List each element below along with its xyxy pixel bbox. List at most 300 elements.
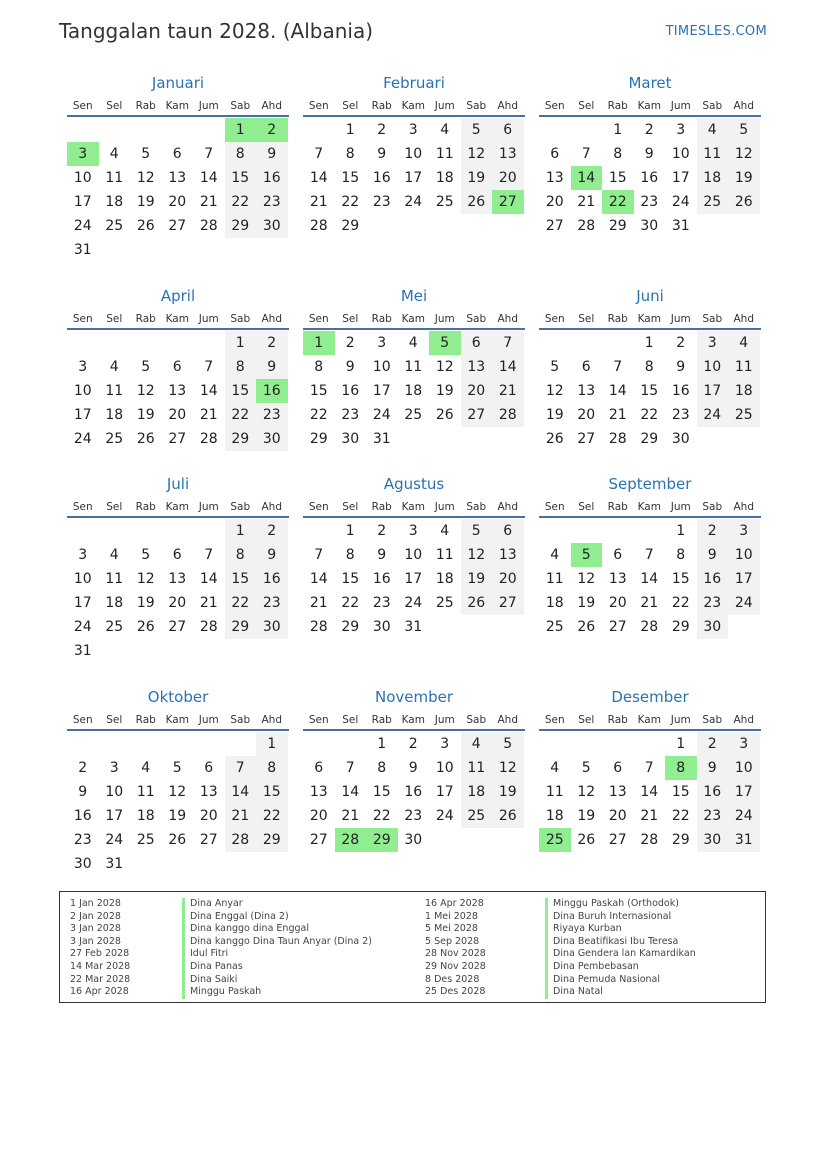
day-cell[interactable]: 24	[404, 194, 423, 210]
day-cell[interactable]: 20	[608, 808, 627, 824]
day-cell[interactable]: 13	[309, 784, 328, 800]
day-cell[interactable]: 7	[345, 760, 355, 776]
day-cell[interactable]: 17	[372, 383, 391, 399]
day-cell[interactable]: 30	[73, 856, 92, 872]
day-cell[interactable]: 29	[225, 214, 257, 238]
day-cell[interactable]: 7	[314, 547, 324, 563]
day-cell[interactable]: 14	[309, 170, 328, 186]
day-cell[interactable]: 16	[341, 383, 360, 399]
day-cell[interactable]: 8	[676, 547, 686, 563]
day-cell[interactable]: 10	[73, 170, 92, 186]
day-cell[interactable]: 6	[550, 146, 560, 162]
day-cell[interactable]: 18	[461, 780, 493, 804]
holiday-day-cell[interactable]: 5	[429, 331, 461, 355]
day-cell[interactable]: 26	[461, 591, 493, 615]
holiday-day-cell[interactable]: 27	[492, 190, 524, 214]
day-cell[interactable]: 3	[728, 732, 760, 756]
day-cell[interactable]: 17	[73, 595, 92, 611]
day-cell[interactable]: 3	[728, 519, 760, 543]
day-cell[interactable]: 1	[345, 122, 355, 138]
day-cell[interactable]: 18	[105, 194, 124, 210]
day-cell[interactable]: 14	[640, 784, 659, 800]
day-cell[interactable]: 3	[408, 122, 418, 138]
day-cell[interactable]: 20	[461, 379, 493, 403]
day-cell[interactable]: 5	[172, 760, 182, 776]
day-cell[interactable]: 19	[136, 407, 155, 423]
day-cell[interactable]: 25	[545, 619, 564, 635]
day-cell[interactable]: 16	[640, 170, 659, 186]
day-cell[interactable]: 20	[577, 407, 596, 423]
day-cell[interactable]: 11	[435, 146, 454, 162]
day-cell[interactable]: 29	[608, 218, 627, 234]
day-cell[interactable]: 13	[199, 784, 218, 800]
day-cell[interactable]: 2	[676, 335, 686, 351]
day-cell[interactable]: 23	[256, 190, 288, 214]
day-cell[interactable]: 11	[545, 571, 564, 587]
day-cell[interactable]: 21	[640, 595, 659, 611]
day-cell[interactable]: 17	[105, 808, 124, 824]
day-cell[interactable]: 27	[168, 619, 187, 635]
day-cell[interactable]: 3	[377, 335, 387, 351]
day-cell[interactable]: 20	[168, 595, 187, 611]
day-cell[interactable]: 29	[256, 828, 288, 852]
day-cell[interactable]: 25	[435, 194, 454, 210]
day-cell[interactable]: 30	[697, 828, 729, 852]
day-cell[interactable]: 24	[105, 832, 124, 848]
day-cell[interactable]: 9	[697, 756, 729, 780]
day-cell[interactable]: 19	[728, 166, 760, 190]
day-cell[interactable]: 25	[105, 619, 124, 635]
day-cell[interactable]: 19	[136, 595, 155, 611]
holiday-day-cell[interactable]: 5	[571, 543, 603, 567]
day-cell[interactable]: 27	[608, 832, 627, 848]
day-cell[interactable]: 8	[613, 146, 623, 162]
day-cell[interactable]: 8	[377, 760, 387, 776]
day-cell[interactable]: 22	[341, 194, 360, 210]
day-cell[interactable]: 1	[345, 523, 355, 539]
day-cell[interactable]: 13	[492, 543, 524, 567]
day-cell[interactable]: 24	[697, 403, 729, 427]
day-cell[interactable]: 28	[608, 431, 627, 447]
day-cell[interactable]: 2	[408, 736, 418, 752]
day-cell[interactable]: 30	[256, 615, 288, 639]
day-cell[interactable]: 16	[372, 571, 391, 587]
day-cell[interactable]: 11	[105, 170, 124, 186]
day-cell[interactable]: 26	[136, 619, 155, 635]
day-cell[interactable]: 22	[309, 407, 328, 423]
day-cell[interactable]: 4	[697, 118, 729, 142]
day-cell[interactable]: 15	[225, 379, 257, 403]
day-cell[interactable]: 17	[73, 407, 92, 423]
day-cell[interactable]: 30	[697, 615, 729, 639]
day-cell[interactable]: 7	[644, 760, 654, 776]
day-cell[interactable]: 19	[136, 194, 155, 210]
day-cell[interactable]: 2	[345, 335, 355, 351]
day-cell[interactable]: 11	[136, 784, 155, 800]
day-cell[interactable]: 12	[492, 756, 524, 780]
day-cell[interactable]: 28	[492, 403, 524, 427]
day-cell[interactable]: 4	[550, 760, 560, 776]
day-cell[interactable]: 8	[225, 355, 257, 379]
day-cell[interactable]: 27	[168, 431, 187, 447]
day-cell[interactable]: 23	[697, 804, 729, 828]
day-cell[interactable]: 5	[141, 547, 151, 563]
day-cell[interactable]: 12	[136, 383, 155, 399]
day-cell[interactable]: 28	[199, 431, 218, 447]
day-cell[interactable]: 14	[225, 780, 257, 804]
day-cell[interactable]: 29	[341, 619, 360, 635]
day-cell[interactable]: 23	[671, 407, 690, 423]
day-cell[interactable]: 15	[671, 784, 690, 800]
day-cell[interactable]: 23	[372, 194, 391, 210]
day-cell[interactable]: 8	[225, 543, 257, 567]
day-cell[interactable]: 26	[577, 832, 596, 848]
day-cell[interactable]: 31	[404, 619, 423, 635]
day-cell[interactable]: 5	[728, 118, 760, 142]
day-cell[interactable]: 9	[408, 760, 418, 776]
day-cell[interactable]: 15	[341, 170, 360, 186]
day-cell[interactable]: 26	[545, 431, 564, 447]
day-cell[interactable]: 30	[256, 214, 288, 238]
day-cell[interactable]: 10	[697, 355, 729, 379]
day-cell[interactable]: 29	[225, 427, 257, 451]
day-cell[interactable]: 26	[728, 190, 760, 214]
day-cell[interactable]: 18	[105, 595, 124, 611]
day-cell[interactable]: 27	[309, 832, 328, 848]
day-cell[interactable]: 19	[168, 808, 187, 824]
day-cell[interactable]: 30	[404, 832, 423, 848]
day-cell[interactable]: 17	[671, 170, 690, 186]
day-cell[interactable]: 2	[256, 331, 288, 355]
day-cell[interactable]: 1	[676, 736, 686, 752]
day-cell[interactable]: 18	[136, 808, 155, 824]
day-cell[interactable]: 22	[372, 808, 391, 824]
day-cell[interactable]: 3	[408, 523, 418, 539]
day-cell[interactable]: 14	[608, 383, 627, 399]
day-cell[interactable]: 17	[697, 379, 729, 403]
day-cell[interactable]: 12	[168, 784, 187, 800]
day-cell[interactable]: 29	[671, 832, 690, 848]
day-cell[interactable]: 19	[461, 567, 493, 591]
day-cell[interactable]: 14	[341, 784, 360, 800]
day-cell[interactable]: 1	[676, 523, 686, 539]
day-cell[interactable]: 1	[256, 732, 288, 756]
day-cell[interactable]: 20	[309, 808, 328, 824]
day-cell[interactable]: 3	[78, 547, 88, 563]
day-cell[interactable]: 12	[577, 571, 596, 587]
day-cell[interactable]: 10	[404, 547, 423, 563]
day-cell[interactable]: 2	[697, 519, 729, 543]
day-cell[interactable]: 23	[640, 194, 659, 210]
day-cell[interactable]: 13	[608, 571, 627, 587]
day-cell[interactable]: 26	[461, 190, 493, 214]
day-cell[interactable]: 11	[545, 784, 564, 800]
day-cell[interactable]: 24	[372, 407, 391, 423]
day-cell[interactable]: 3	[676, 122, 686, 138]
day-cell[interactable]: 31	[105, 856, 124, 872]
day-cell[interactable]: 21	[309, 595, 328, 611]
day-cell[interactable]: 28	[640, 832, 659, 848]
day-cell[interactable]: 4	[109, 359, 119, 375]
day-cell[interactable]: 16	[697, 567, 729, 591]
day-cell[interactable]: 23	[256, 591, 288, 615]
day-cell[interactable]: 28	[309, 218, 328, 234]
holiday-day-cell[interactable]: 28	[335, 828, 367, 852]
day-cell[interactable]: 17	[404, 170, 423, 186]
day-cell[interactable]: 28	[577, 218, 596, 234]
day-cell[interactable]: 15	[225, 567, 257, 591]
holiday-day-cell[interactable]: 25	[539, 828, 571, 852]
site-logo[interactable]: TIMESLES.COM	[665, 24, 767, 39]
day-cell[interactable]: 11	[728, 355, 760, 379]
day-cell[interactable]: 4	[440, 122, 450, 138]
day-cell[interactable]: 19	[435, 383, 454, 399]
day-cell[interactable]: 17	[728, 567, 760, 591]
day-cell[interactable]: 5	[461, 519, 493, 543]
day-cell[interactable]: 8	[644, 359, 654, 375]
day-cell[interactable]: 22	[256, 804, 288, 828]
day-cell[interactable]: 16	[256, 166, 288, 190]
day-cell[interactable]: 21	[199, 194, 218, 210]
day-cell[interactable]: 4	[141, 760, 151, 776]
day-cell[interactable]: 13	[168, 383, 187, 399]
day-cell[interactable]: 12	[545, 383, 564, 399]
day-cell[interactable]: 13	[577, 383, 596, 399]
day-cell[interactable]: 18	[545, 808, 564, 824]
day-cell[interactable]: 14	[199, 571, 218, 587]
day-cell[interactable]: 15	[309, 383, 328, 399]
day-cell[interactable]: 9	[256, 543, 288, 567]
holiday-day-cell[interactable]: 1	[303, 331, 335, 355]
day-cell[interactable]: 5	[550, 359, 560, 375]
day-cell[interactable]: 8	[256, 756, 288, 780]
day-cell[interactable]: 4	[550, 547, 560, 563]
day-cell[interactable]: 26	[136, 218, 155, 234]
day-cell[interactable]: 26	[435, 407, 454, 423]
holiday-day-cell[interactable]: 8	[665, 756, 697, 780]
day-cell[interactable]: 13	[545, 170, 564, 186]
day-cell[interactable]: 26	[136, 431, 155, 447]
day-cell[interactable]: 21	[577, 194, 596, 210]
day-cell[interactable]: 24	[435, 808, 454, 824]
day-cell[interactable]: 3	[440, 736, 450, 752]
day-cell[interactable]: 22	[225, 190, 257, 214]
day-cell[interactable]: 14	[309, 571, 328, 587]
day-cell[interactable]: 16	[404, 784, 423, 800]
day-cell[interactable]: 8	[314, 359, 324, 375]
day-cell[interactable]: 23	[372, 595, 391, 611]
day-cell[interactable]: 10	[73, 383, 92, 399]
day-cell[interactable]: 18	[545, 595, 564, 611]
day-cell[interactable]: 23	[697, 591, 729, 615]
day-cell[interactable]: 2	[377, 122, 387, 138]
day-cell[interactable]: 5	[141, 146, 151, 162]
day-cell[interactable]: 19	[545, 407, 564, 423]
day-cell[interactable]: 6	[613, 760, 623, 776]
day-cell[interactable]: 7	[204, 146, 214, 162]
day-cell[interactable]: 11	[435, 547, 454, 563]
holiday-day-cell[interactable]: 22	[602, 190, 634, 214]
day-cell[interactable]: 15	[372, 784, 391, 800]
day-cell[interactable]: 11	[461, 756, 493, 780]
day-cell[interactable]: 17	[404, 571, 423, 587]
day-cell[interactable]: 4	[109, 146, 119, 162]
day-cell[interactable]: 22	[671, 595, 690, 611]
day-cell[interactable]: 25	[461, 804, 493, 828]
day-cell[interactable]: 9	[256, 355, 288, 379]
day-cell[interactable]: 27	[608, 619, 627, 635]
day-cell[interactable]: 15	[671, 571, 690, 587]
day-cell[interactable]: 30	[671, 431, 690, 447]
day-cell[interactable]: 31	[372, 431, 391, 447]
day-cell[interactable]: 20	[492, 166, 524, 190]
day-cell[interactable]: 12	[435, 359, 454, 375]
day-cell[interactable]: 19	[577, 808, 596, 824]
day-cell[interactable]: 23	[256, 403, 288, 427]
day-cell[interactable]: 5	[581, 760, 591, 776]
day-cell[interactable]: 20	[168, 194, 187, 210]
day-cell[interactable]: 10	[73, 571, 92, 587]
day-cell[interactable]: 27	[168, 218, 187, 234]
day-cell[interactable]: 9	[377, 547, 387, 563]
holiday-day-cell[interactable]: 3	[67, 142, 99, 166]
day-cell[interactable]: 25	[105, 218, 124, 234]
day-cell[interactable]: 25	[105, 431, 124, 447]
day-cell[interactable]: 20	[168, 407, 187, 423]
day-cell[interactable]: 28	[309, 619, 328, 635]
day-cell[interactable]: 27	[461, 403, 493, 427]
day-cell[interactable]: 12	[728, 142, 760, 166]
day-cell[interactable]: 11	[697, 142, 729, 166]
day-cell[interactable]: 22	[341, 595, 360, 611]
day-cell[interactable]: 15	[225, 166, 257, 190]
day-cell[interactable]: 27	[492, 591, 524, 615]
day-cell[interactable]: 18	[105, 407, 124, 423]
day-cell[interactable]: 19	[461, 166, 493, 190]
day-cell[interactable]: 30	[256, 427, 288, 451]
day-cell[interactable]: 22	[640, 407, 659, 423]
day-cell[interactable]: 14	[199, 383, 218, 399]
holiday-day-cell[interactable]: 2	[256, 118, 288, 142]
day-cell[interactable]: 14	[492, 355, 524, 379]
day-cell[interactable]: 7	[314, 146, 324, 162]
day-cell[interactable]: 12	[461, 543, 493, 567]
day-cell[interactable]: 14	[640, 571, 659, 587]
day-cell[interactable]: 15	[640, 383, 659, 399]
day-cell[interactable]: 31	[73, 643, 92, 659]
day-cell[interactable]: 6	[581, 359, 591, 375]
day-cell[interactable]: 23	[73, 832, 92, 848]
day-cell[interactable]: 29	[671, 619, 690, 635]
day-cell[interactable]: 30	[341, 431, 360, 447]
day-cell[interactable]: 28	[640, 619, 659, 635]
day-cell[interactable]: 13	[168, 571, 187, 587]
day-cell[interactable]: 10	[728, 756, 760, 780]
day-cell[interactable]: 21	[225, 804, 257, 828]
day-cell[interactable]: 5	[461, 118, 493, 142]
day-cell[interactable]: 10	[728, 543, 760, 567]
day-cell[interactable]: 1	[225, 331, 257, 355]
day-cell[interactable]: 25	[404, 407, 423, 423]
day-cell[interactable]: 2	[644, 122, 654, 138]
day-cell[interactable]: 31	[671, 218, 690, 234]
day-cell[interactable]: 4	[408, 335, 418, 351]
day-cell[interactable]: 6	[492, 519, 524, 543]
day-cell[interactable]: 24	[73, 218, 92, 234]
day-cell[interactable]: 28	[199, 619, 218, 635]
day-cell[interactable]: 27	[545, 218, 564, 234]
day-cell[interactable]: 31	[728, 828, 760, 852]
day-cell[interactable]: 4	[109, 547, 119, 563]
day-cell[interactable]: 12	[461, 142, 493, 166]
holiday-day-cell[interactable]: 16	[256, 379, 288, 403]
day-cell[interactable]: 1	[225, 519, 257, 543]
day-cell[interactable]: 9	[377, 146, 387, 162]
day-cell[interactable]: 3	[109, 760, 119, 776]
day-cell[interactable]: 31	[73, 242, 92, 258]
day-cell[interactable]: 12	[577, 784, 596, 800]
day-cell[interactable]: 7	[204, 359, 214, 375]
day-cell[interactable]: 18	[728, 379, 760, 403]
day-cell[interactable]: 27	[577, 431, 596, 447]
day-cell[interactable]: 18	[697, 166, 729, 190]
day-cell[interactable]: 26	[577, 619, 596, 635]
day-cell[interactable]: 19	[577, 595, 596, 611]
day-cell[interactable]: 8	[345, 547, 355, 563]
day-cell[interactable]: 11	[404, 359, 423, 375]
day-cell[interactable]: 20	[608, 595, 627, 611]
day-cell[interactable]: 10	[404, 146, 423, 162]
day-cell[interactable]: 17	[728, 780, 760, 804]
day-cell[interactable]: 9	[78, 784, 88, 800]
day-cell[interactable]: 5	[492, 732, 524, 756]
day-cell[interactable]: 2	[697, 732, 729, 756]
day-cell[interactable]: 22	[225, 591, 257, 615]
day-cell[interactable]: 30	[372, 619, 391, 635]
day-cell[interactable]: 21	[309, 194, 328, 210]
day-cell[interactable]: 6	[172, 359, 182, 375]
day-cell[interactable]: 7	[204, 547, 214, 563]
day-cell[interactable]: 10	[372, 359, 391, 375]
day-cell[interactable]: 11	[105, 571, 124, 587]
day-cell[interactable]: 6	[492, 118, 524, 142]
day-cell[interactable]: 12	[136, 571, 155, 587]
day-cell[interactable]: 4	[461, 732, 493, 756]
day-cell[interactable]: 18	[435, 571, 454, 587]
day-cell[interactable]: 13	[461, 355, 493, 379]
day-cell[interactable]: 25	[728, 403, 760, 427]
day-cell[interactable]: 29	[341, 218, 360, 234]
day-cell[interactable]: 8	[225, 142, 257, 166]
day-cell[interactable]: 28	[225, 828, 257, 852]
day-cell[interactable]: 16	[73, 808, 92, 824]
day-cell[interactable]: 2	[256, 519, 288, 543]
day-cell[interactable]: 17	[73, 194, 92, 210]
day-cell[interactable]: 2	[377, 523, 387, 539]
day-cell[interactable]: 13	[492, 142, 524, 166]
day-cell[interactable]: 15	[608, 170, 627, 186]
day-cell[interactable]: 8	[345, 146, 355, 162]
day-cell[interactable]: 6	[204, 760, 214, 776]
day-cell[interactable]: 21	[608, 407, 627, 423]
day-cell[interactable]: 13	[168, 170, 187, 186]
day-cell[interactable]: 24	[671, 194, 690, 210]
day-cell[interactable]: 6	[461, 331, 493, 355]
day-cell[interactable]: 9	[697, 543, 729, 567]
day-cell[interactable]: 25	[435, 595, 454, 611]
day-cell[interactable]: 7	[613, 359, 623, 375]
day-cell[interactable]: 16	[697, 780, 729, 804]
